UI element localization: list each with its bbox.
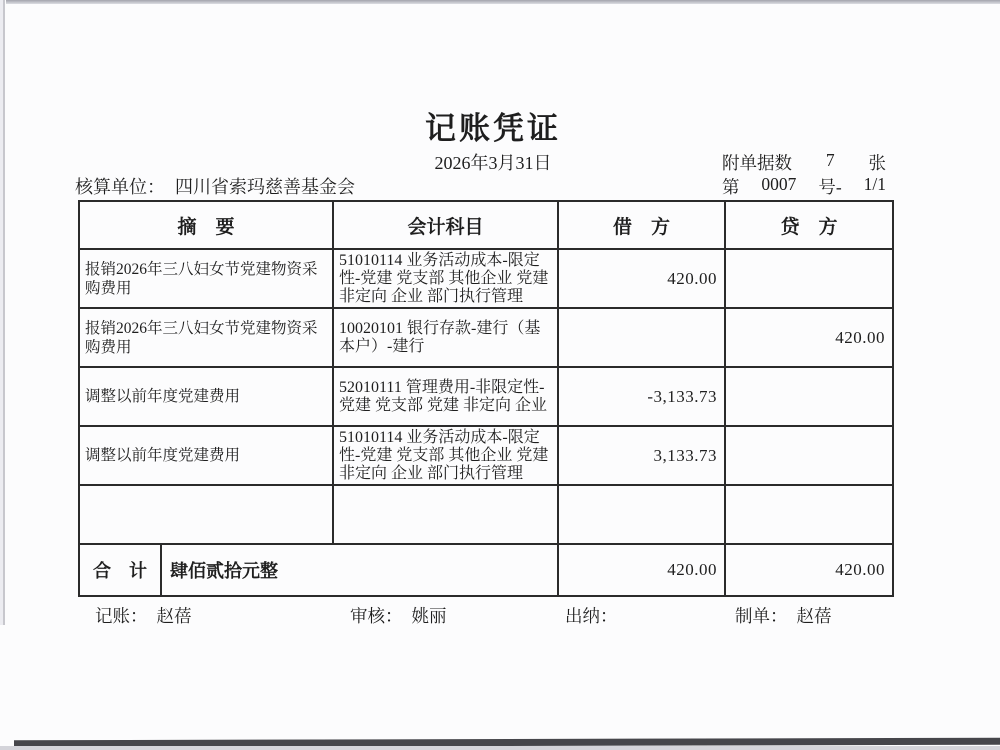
credit-cell [725, 249, 893, 308]
total-label: 合 计 [79, 544, 161, 596]
subject-cell [333, 485, 558, 544]
preparer-label: 制单： [735, 606, 788, 626]
col-header-summary: 摘 要 [79, 201, 333, 249]
summary-cell: 调整以前年度党建费用 [79, 426, 333, 485]
subject-cell: 52010111 管理费用-非限定性-党建 党支部 党建 非定向 企业 [333, 367, 558, 426]
debit-cell [558, 485, 725, 544]
voucher-no-value: 0007 [761, 174, 797, 194]
attachment-count: 7 [825, 150, 835, 170]
signer-reviewer [350, 603, 447, 628]
voucher-page-number: 1/1 [863, 174, 886, 194]
preparer-name: 赵蓓 [796, 606, 832, 626]
credit-cell [725, 485, 893, 544]
reviewer-name: 姚丽 [411, 606, 447, 626]
cashier-label: 出纳： [565, 606, 618, 626]
scan-edge-left [0, 0, 6, 625]
summary-cell: 报销2026年三八妇女节党建物资采购费用 [79, 308, 333, 367]
table-row-empty [79, 485, 893, 544]
summary-cell [79, 485, 333, 544]
table-row [79, 308, 893, 367]
total-credit-cell: 420.00 [725, 544, 893, 596]
debit-cell [558, 308, 725, 367]
subject-cell: 51010114 业务活动成本-限定性-党建 党支部 其他企业 党建 非定向 企业 部门执行管理 [333, 249, 558, 308]
reviewer-label: 审核： [350, 606, 403, 626]
total-row [79, 544, 893, 596]
scan-edge-bottom-strip [0, 746, 1000, 750]
col-header-subject: 会计科目 [333, 201, 558, 249]
attachment-count-line [722, 150, 886, 175]
scan-edge-top [0, 0, 1000, 4]
total-debit-cell: 420.00 [558, 544, 725, 596]
debit-cell: 3,133.73 [558, 426, 725, 485]
table-header-row [79, 201, 893, 249]
credit-cell [725, 367, 893, 426]
col-header-debit: 借 方 [558, 201, 725, 249]
debit-cell: -3,133.73 [558, 367, 725, 426]
signer-cashier [565, 603, 627, 628]
voucher-no-prefix: 第 [722, 177, 740, 197]
table-row [79, 426, 893, 485]
signer-bookkeeper [95, 603, 192, 628]
summary-cell: 调整以前年度党建费用 [79, 367, 333, 426]
voucher-date: 2026年3月31日 [434, 153, 552, 173]
bookkeeper-name: 赵蓓 [156, 606, 192, 626]
accounting-unit-label: 核算单位： [75, 177, 165, 197]
credit-cell [725, 426, 893, 485]
table-row [79, 249, 893, 308]
col-header-credit: 贷 方 [725, 201, 893, 249]
accounting-unit-line [75, 173, 355, 199]
debit-cell: 420.00 [558, 249, 725, 308]
bookkeeper-label: 记账： [95, 606, 148, 626]
attachment-label: 附单据数 [722, 153, 792, 173]
voucher-table [78, 200, 894, 597]
summary-cell: 报销2026年三八妇女节党建物资采购费用 [79, 249, 333, 308]
subject-cell: 51010114 业务活动成本-限定性-党建 党支部 其他企业 党建 非定向 企业 部门执行管理 [333, 426, 558, 485]
attachment-unit: 张 [868, 153, 886, 173]
signer-preparer [735, 603, 832, 628]
voucher-title: 记账凭证 [425, 111, 561, 146]
table-row [79, 367, 893, 426]
accounting-unit-name: 四川省索玛慈善基金会 [175, 177, 355, 197]
credit-cell: 420.00 [725, 308, 893, 367]
voucher-number-line [722, 174, 886, 199]
total-amount-in-words: 肆佰贰拾元整 [161, 544, 558, 596]
subject-cell: 10020101 银行存款-建行（基本户）-建行 [333, 308, 558, 367]
voucher-no-suffix: 号- [818, 177, 842, 197]
